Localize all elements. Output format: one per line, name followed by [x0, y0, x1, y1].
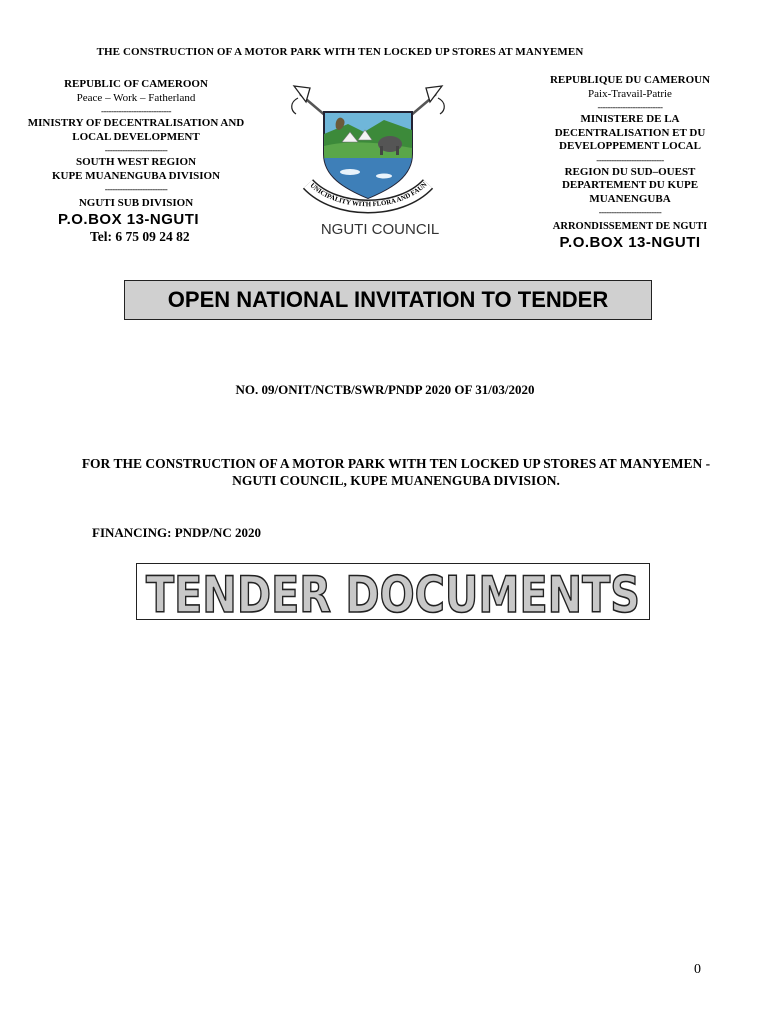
right-header-block: [542, 74, 718, 252]
emblem-motto-text: UNICIPALITY WITH FLORA AND FAUN: [308, 181, 429, 209]
left-country: REPUBLIC OF CAMEROON: [64, 78, 208, 90]
right-separator-3: -------------------------: [598, 207, 662, 217]
left-motto: Peace – Work – Fatherland: [76, 91, 196, 104]
right-separator-2: ---------------------------: [596, 154, 664, 165]
tender-purpose: FOR THE CONSTRUCTION OF A MOTOR PARK WITH TEN LOCKED UP STORES AT MANYEMEN - NGUTI COUNCIL, KUPE MUANENGUBA DIVISION.: [81, 456, 711, 488]
page-number: 0: [694, 962, 701, 977]
financing-line: FINANCING: PNDP/NC 2020: [92, 525, 261, 540]
left-header-block: [20, 78, 252, 245]
tender-reference-number: NO. 09/ONIT/NCTB/SWR/PNDP 2020 OF 31/03/2020: [235, 382, 535, 397]
tender-documents-box: [136, 563, 650, 624]
left-ministry: MINISTRY OF DECENTRALISATION AND LOCAL DEVELOPMENT: [27, 117, 245, 143]
left-pobox: P.O.BOX 13-NGUTI: [58, 210, 200, 228]
left-separator-1: ----------------------------: [101, 106, 171, 116]
left-separator-2: -------------------------: [104, 145, 168, 155]
left-division: KUPE MUANENGUBA DIVISION: [51, 169, 221, 182]
emblem-caption: NGUTI COUNCIL: [320, 221, 440, 238]
left-subdivision: NGUTI SUB DIVISION: [78, 197, 194, 209]
right-subdivision: ARRONDISSEMENT DE NGUTI: [552, 221, 708, 232]
right-division: DEPARTEMENT DU KUPE MUANENGUBA: [561, 179, 699, 205]
tender-documents-title: TENDER DOCUMENTS: [146, 566, 640, 624]
invitation-banner: OPEN NATIONAL INVITATION TO TENDER: [124, 280, 652, 320]
right-country: REPUBLIQUE DU CAMEROUN: [549, 74, 711, 86]
right-ministry: MINISTERE DE LA DECENTRALISATION ET DU DEVELOPPEMENT LOCAL: [554, 113, 706, 152]
left-separator-3: -------------------------: [104, 184, 168, 194]
document-top-title: THE CONSTRUCTION OF A MOTOR PARK WITH TEN LOCKED UP STORES AT MANYEMEN: [96, 46, 584, 58]
council-crest-icon: [288, 80, 448, 220]
right-pobox: P.O.BOX 13-NGUTI: [559, 233, 701, 251]
right-separator-1: --------------------------: [597, 102, 663, 112]
right-motto: Paix-Travail-Patrie: [588, 87, 672, 100]
left-region: SOUTH WEST REGION: [75, 156, 197, 168]
left-telephone: Tel: 6 75 09 24 82: [90, 228, 190, 244]
right-region: REGION DU SUD–OUEST: [564, 165, 696, 178]
